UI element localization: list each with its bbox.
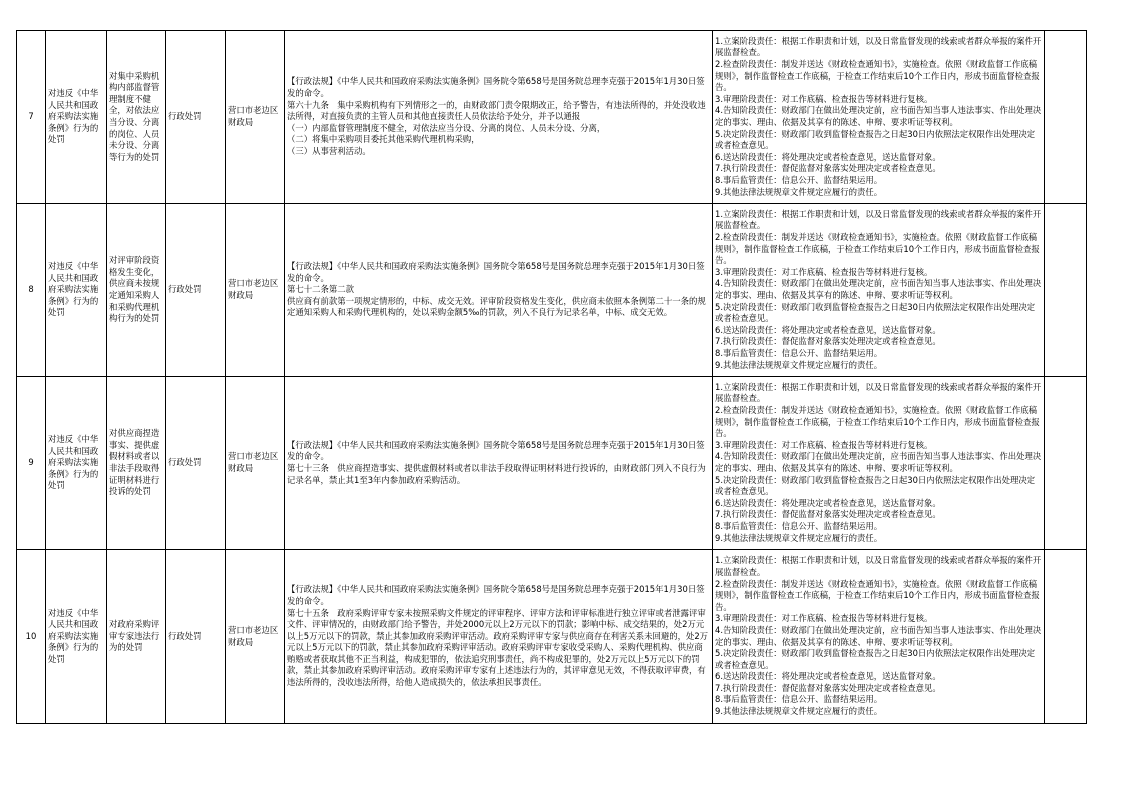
duty-line: 2.检查阶段责任：制发并送达《财政检查通知书》，实施检查。依照《财政监督工作底稿规则》，制作监督检查工作底稿，于检查工作结束后10个工作日内，形成书面监督检查报告。 [715, 405, 1040, 439]
row-number: 7 [17, 31, 46, 204]
duty-line: 7.执行阶段责任：督促监督对象落实处理决定或者检查意见。 [715, 682, 941, 693]
item-type: 行政处罚 [166, 550, 226, 724]
item-name: 对违反《中华人民共和国政府采购法实施条例》行为的处罚 [46, 550, 107, 724]
duty-line: 6.送达阶段责任：将处理决定或者检查意见，送达监督对象。 [715, 324, 941, 335]
basis-line: 第七十二条第二款 [287, 284, 354, 295]
duty-line: 3.审理阶段责任：对工作底稿、检查报告等材料进行复核。 [715, 266, 933, 277]
item-type: 行政处罚 [166, 204, 226, 377]
basis-line: （一）内部监督管理制度不健全，对依法应当分设、分离的岗位、人员未分设、分离， [287, 122, 606, 133]
basis-line: 【行政法规】《中华人民共和国政府采购法实施条例》国务院令第658号是国务院总理李克强于2015年1月30日签发的命令。 [287, 584, 705, 606]
responsibility-list [713, 377, 1045, 550]
responsibility-list [713, 550, 1045, 724]
table-row [17, 377, 1087, 550]
basis-line: 第六十九条 集中采购机构有下列情形之一的，由财政部门责令限期改正，给予警告，有违法所得的，并处没收违法所得，对直接负责的主管人员和其他直接责任人员依法给予处分，并予以通报 [287, 99, 706, 122]
duty-line: 1.立案阶段责任：根据工作职责和计划，以及日常监督发现的线索或者群众举报的案件开展监督检查。 [715, 381, 1042, 404]
legal-basis [285, 377, 713, 550]
table-row [17, 204, 1087, 377]
item-type: 行政处罚 [166, 31, 226, 204]
duty-line: 6.送达阶段责任：将处理决定或者检查意见，送达监督对象。 [715, 151, 941, 162]
duty-line: 4.告知阶段责任：财政部门在做出处理决定前，应书面告知当事人违法事实、作出处理决定的事实、理由、依据及其享有的陈述、申辩、要求听证等权利。 [715, 278, 1042, 300]
basis-line: （三）从事营利活动。 [287, 145, 371, 156]
sub-item-name: 对集中采购机构内部监督管理制度不健全，对依法应当分设、分离的岗位、人员未分设、分离等行为的处罚 [107, 31, 166, 204]
duty-line: 1.立案阶段责任：根据工作职责和计划，以及日常监督发现的线索或者群众举报的案件开展监督检查。 [715, 208, 1042, 231]
duty-line: 8.事后监管责任：信息公开、监督结果运用。 [715, 694, 883, 705]
table-row [17, 31, 1087, 204]
duty-line: 9.其他法律法规规章文件规定应履行的责任。 [715, 359, 883, 370]
sub-item-name: 对供应商捏造事实、提供虚假材料或者以非法手段取得证明材料进行投诉的处罚 [107, 377, 166, 550]
basis-line: 【行政法规】《中华人民共和国政府采购法实施条例》国务院令第658号是国务院总理李克强于2015年1月30日签发的命令。 [287, 261, 705, 283]
duty-line: 2.检查阶段责任：制发并送达《财政检查通知书》，实施检查。依照《财政监督工作底稿规则》，制作监督检查工作底稿，于检查工作结束后10个工作日内，形成书面监督检查报告。 [715, 578, 1040, 612]
legal-basis [285, 550, 713, 724]
legal-basis [285, 31, 713, 204]
basis-line: 【行政法规】《中华人民共和国政府采购法实施条例》国务院令第658号是国务院总理李克强于2015年1月30日签发的命令。 [287, 439, 705, 462]
responsibility-list [713, 31, 1045, 204]
legal-basis [285, 204, 713, 377]
duty-line: 8.事后监管责任：信息公开、监督结果运用。 [715, 347, 883, 358]
duty-line: 3.审理阶段责任：对工作底稿、检查报告等材料进行复核。 [715, 613, 933, 624]
row-number: 8 [17, 204, 46, 377]
basis-line: 第七十五条 政府采购评审专家未按照采购文件规定的评审程序、评审方法和评审标准进行独立评审或者泄露评审文件、评审情况的，由财政部门给予警告，并处2000元以上2万元以下的罚款；影响中标、成交结果的，处2万元以上5万元以下的罚款，禁止其参加政府采购评审活动。政府采购评审专家与供应商存在利害关系未回避的，处2万元以上5万元以下的罚款，禁止其参加政府采购评审活动。政府采购评审专家收受采购人、采购代理机构、供应商贿赂或者获取其他不正当利益，构成犯罪的，依法追究刑事责任，尚不构成犯罪的，处2万元以上5万元以下的罚款，禁止其参加政府采购评审活动。政府采购评审专家有上述违法行为的，其评审意见无效，不得获取评审费，有违法所得的，没收违法所得，给他人造成损失的，依法承担民事责任。 [287, 607, 709, 688]
duty-line: 2.检查阶段责任：制发并送达《财政检查通知书》，实施检查。依照《财政监督工作底稿规则》，制作监督检查工作底稿，于检查工作结束后10个工作日内，形成书面监督检查报告。 [715, 232, 1040, 266]
duty-line: 3.审理阶段责任：对工作底稿、检查报告等材料进行复核。 [715, 93, 933, 104]
remarks-cell [1045, 377, 1087, 550]
department: 营口市老边区财政局 [226, 377, 285, 550]
power-list-table [16, 30, 1087, 724]
sub-item-name: 对评审阶段资格发生变化，供应商未按规定通知采购人和采购代理机构行为的处罚 [107, 204, 166, 377]
item-name: 对违反《中华人民共和国政府采购法实施条例》行为的处罚 [46, 377, 107, 550]
duty-line: 6.送达阶段责任：将处理决定或者检查意见，送达监督对象。 [715, 671, 941, 682]
department: 营口市老边区财政局 [226, 31, 285, 204]
basis-line: 供应商有前款第一项规定情形的，中标、成交无效。评审阶段资格发生变化，供应商未依照本条例第二十一条的规定通知采购人和采购代理机构的，处以采购金额5‰的罚款，列入不良行为记录名单，中标、成交无效。 [287, 295, 706, 318]
duty-line: 8.事后监管责任：信息公开、监督结果运用。 [715, 520, 883, 531]
duty-line: 1.立案阶段责任：根据工作职责和计划，以及日常监督发现的线索或者群众举报的案件开展监督检查。 [715, 555, 1042, 577]
duty-line: 5.决定阶段责任：财政部门收到监督检查报告之日起30日内依照法定权限作出处理决定或者检查意见。 [715, 474, 1036, 497]
duty-line: 9.其他法律法规规章文件规定应履行的责任。 [715, 532, 883, 543]
duty-line: 5.决定阶段责任：财政部门收到监督检查报告之日起30日内依照法定权限作出处理决定或者检查意见。 [715, 648, 1036, 670]
duty-line: 4.告知阶段责任：财政部门在做出处理决定前，应书面告知当事人违法事实、作出处理决定的事实、理由、依据及其享有的陈述、申辩、要求听证等权利。 [715, 105, 1042, 127]
duty-line: 2.检查阶段责任：制发并送达《财政检查通知书》，实施检查。依照《财政监督工作底稿规则》，制作监督检查工作底稿，于检查工作结束后10个工作日内，形成书面监督检查报告。 [715, 59, 1040, 93]
duty-line: 3.审理阶段责任：对工作底稿、检查报告等材料进行复核。 [715, 439, 933, 450]
department: 营口市老边区财政局 [226, 550, 285, 724]
row-number: 10 [17, 550, 46, 724]
item-name: 对违反《中华人民共和国政府采购法实施条例》行为的处罚 [46, 31, 107, 204]
table-row [17, 550, 1087, 724]
department: 营口市老边区财政局 [226, 204, 285, 377]
duty-line: 5.决定阶段责任：财政部门收到监督检查报告之日起30日内依照法定权限作出处理决定或者检查意见。 [715, 128, 1036, 151]
row-number: 9 [17, 377, 46, 550]
duty-line: 7.执行阶段责任：督促监督对象落实处理决定或者检查意见。 [715, 509, 941, 520]
duty-line: 1.立案阶段责任：根据工作职责和计划，以及日常监督发现的线索或者群众举报的案件开展监督检查。 [715, 35, 1042, 58]
duty-line: 5.决定阶段责任：财政部门收到监督检查报告之日起30日内依照法定权限作出处理决定或者检查意见。 [715, 301, 1036, 324]
remarks-cell [1045, 550, 1087, 724]
duty-line: 9.其他法律法规规章文件规定应履行的责任。 [715, 186, 883, 197]
basis-line: （二）将集中采购项目委托其他采购代理机构采购， [287, 134, 480, 145]
basis-line: 第七十三条 供应商捏造事实、提供虚假材料或者以非法手段取得证明材料进行投诉的，由财政部门列入不良行为记录名单，禁止其1至3年内参加政府采购活动。 [287, 463, 706, 485]
duty-line: 7.执行阶段责任：督促监督对象落实处理决定或者检查意见。 [715, 163, 941, 174]
remarks-cell [1045, 31, 1087, 204]
duty-line: 6.送达阶段责任：将处理决定或者检查意见，送达监督对象。 [715, 497, 941, 508]
duty-line: 9.其他法律法规规章文件规定应履行的责任。 [715, 706, 883, 717]
basis-line: 【行政法规】《中华人民共和国政府采购法实施条例》国务院令第658号是国务院总理李克强于2015年1月30日签发的命令。 [287, 76, 705, 99]
duty-line: 4.告知阶段责任：财政部门在做出处理决定前，应书面告知当事人违法事实、作出处理决定的事实、理由、依据及其享有的陈述、申辩、要求听证等权利。 [715, 624, 1042, 647]
item-name: 对违反《中华人民共和国政府采购法实施条例》行为的处罚 [46, 204, 107, 377]
duty-line: 7.执行阶段责任：督促监督对象落实处理决定或者检查意见。 [715, 336, 941, 347]
duty-line: 4.告知阶段责任：财政部门在做出处理决定前，应书面告知当事人违法事实、作出处理决定的事实、理由、依据及其享有的陈述、申辩、要求听证等权利。 [715, 451, 1042, 473]
duty-line: 8.事后监管责任：信息公开、监督结果运用。 [715, 174, 883, 185]
sub-item-name: 对政府采购评审专家违法行为的处罚 [107, 550, 166, 724]
item-type: 行政处罚 [166, 377, 226, 550]
remarks-cell [1045, 204, 1087, 377]
responsibility-list [713, 204, 1045, 377]
